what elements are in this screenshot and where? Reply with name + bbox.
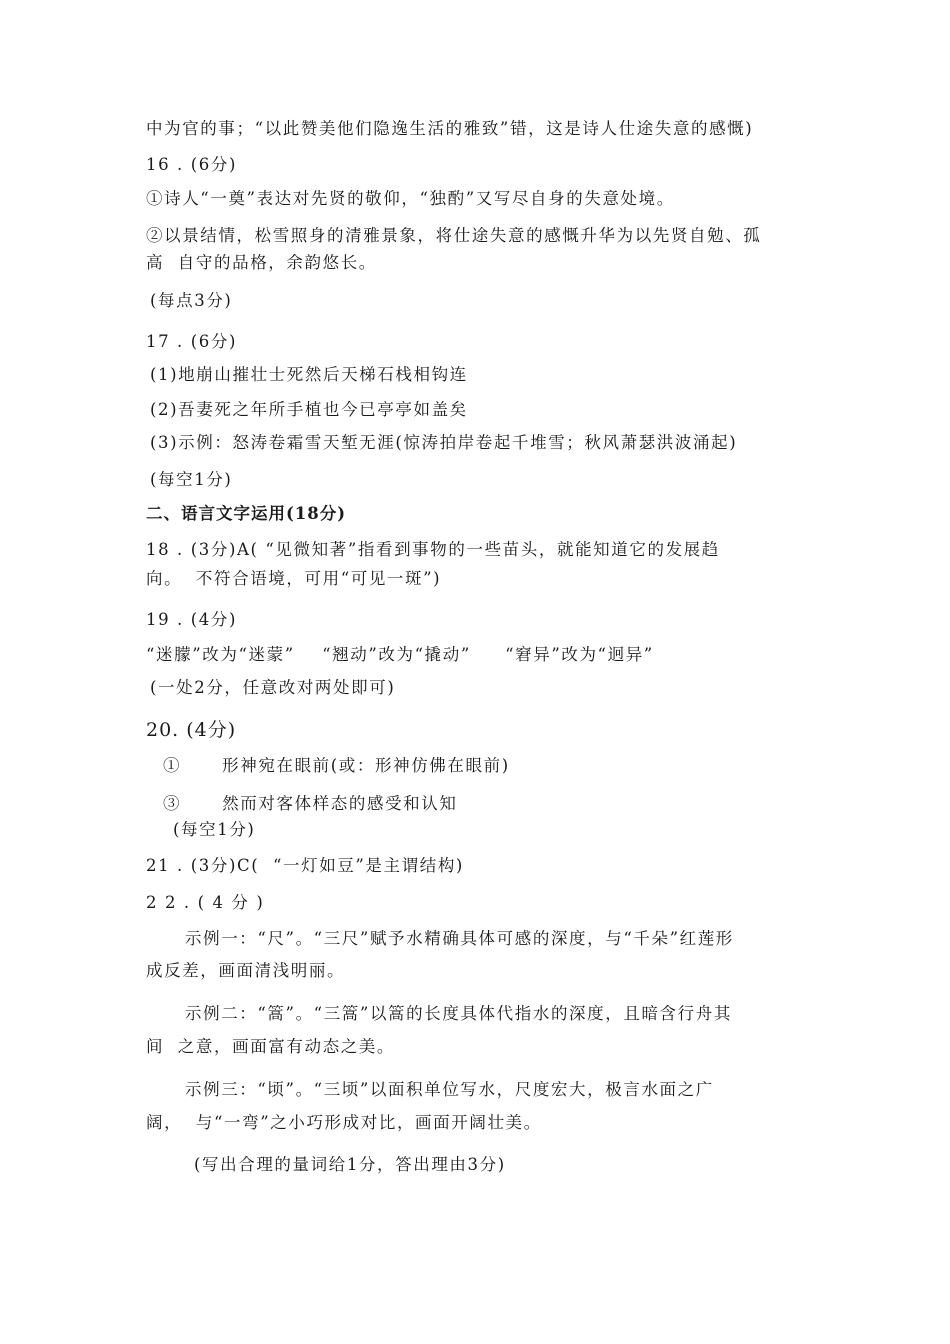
question-17-heading: 17 . (6分) [146,332,238,351]
text-line: ②以景结情，松雪照身的清雅景象，将仕途失意的感慨升华为以先贤自勉、孤 [146,226,762,245]
question-20-heading: 20. (4分) [146,719,237,741]
score-note: (每点3分) [150,291,233,310]
text-line: (3)示例：怒涛卷霜雪天堑无涯(惊涛拍岸卷起千堆雪；秋风萧瑟洪波涌起) [150,433,738,452]
question-21-line: 21 . (3分)C( “一灯如豆”是主谓结构) [146,856,464,875]
text-line: ③ 然而对客体样态的感受和认知 [163,794,458,813]
text-line: 示例二：“篙”。“三篙”以篙的长度具体代指水的深度，且暗含行舟其 [185,1004,732,1023]
question-19-heading: 19 . (4分) [146,610,238,629]
score-note: (每空1分) [150,470,233,489]
text-line: ①诗人“一奠”表达对先贤的敬仰，“独酌”又写尽自身的失意处境。 [146,189,675,208]
text-line: 高 自守的品格，余韵悠长。 [146,253,377,272]
text-line: 向。 不符合语境，可用“可见一斑”) [146,569,442,588]
text-line: (2)吾妻死之年所手植也今已亭亭如盖矣 [150,400,468,419]
text-line: ① 形神宛在眼前(或：形神仿佛在眼前) [163,756,510,775]
text-line: 间 之意，画面富有动态之美。 [146,1037,395,1056]
score-note: (一处2分，任意改对两处即可) [150,678,396,697]
text-line: 示例一：“尺”。“三尺”赋予水精确具体可感的深度，与“千朵”红莲形 [185,929,734,948]
text-line: 阔， 与“一弯”之小巧形成对比，画面开阔壮美。 [146,1113,542,1132]
section-heading: 二、语言文字运用(18分) [146,504,347,523]
question-16-heading: 16 . (6分) [146,155,238,174]
question-18-line: 18 . (3分)A( “见微知著”指看到事物的一些苗头，就能知道它的发展趋 [146,540,720,559]
question-22-heading: 2 2 . ( 4 分 ) [146,893,265,912]
text-line: “迷朦”改为“迷蒙” “翘动”改为“撬动” “窘异”改为“迥异” [146,645,654,664]
score-note: (写出合理的量词给1分，答出理由3分) [194,1155,506,1174]
text-line: 示例三：“顷”。“三顷”以面积单位写水，尺度宏大，极言水面之广 [185,1080,714,1099]
text-line: (1)地崩山摧壮士死然后天梯石栈相钩连 [150,365,468,384]
score-note: (每空1分) [173,820,256,839]
text-line: 中为官的事；“以此赞美他们隐逸生活的雅致”错，这是诗人仕途失意的感慨) [146,119,754,138]
text-line: 成反差，画面清浅明丽。 [146,961,346,980]
